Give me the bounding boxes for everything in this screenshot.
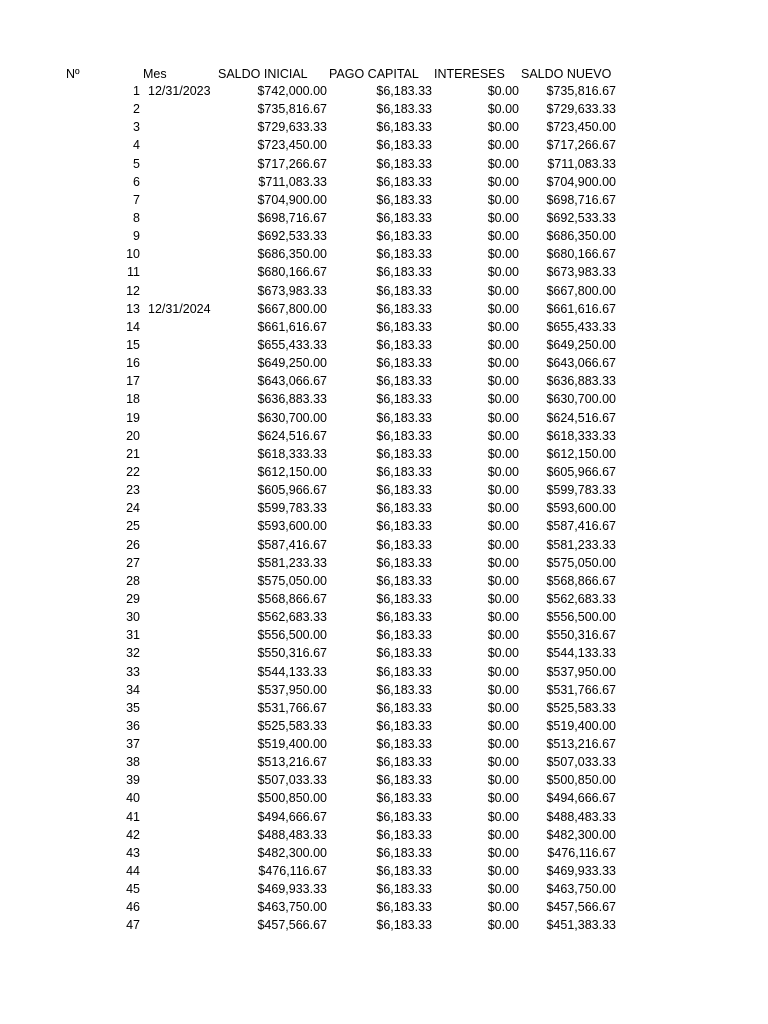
cell-pago-capital: $6,183.33: [376, 356, 432, 371]
table-row: [0, 301, 768, 319]
cell-saldo-nuevo: $729,633.33: [546, 102, 616, 117]
table-row: [0, 101, 768, 119]
cell-pago-capital: $6,183.33: [376, 428, 432, 443]
cell-saldo-nuevo: $476,116.67: [547, 845, 616, 860]
cell-pago-capital: $6,183.33: [376, 229, 432, 244]
cell-pago-capital: $6,183.33: [376, 464, 432, 479]
cell-intereses: $0.00: [487, 410, 519, 425]
cell-no: 8: [133, 210, 140, 225]
table-row: [0, 790, 768, 808]
cell-saldo-inicial: $482,300.00: [257, 845, 327, 860]
cell-pago-capital: $6,183.33: [376, 628, 432, 643]
cell-intereses: $0.00: [487, 247, 519, 262]
cell-intereses: $0.00: [487, 501, 519, 516]
cell-pago-capital: $6,183.33: [376, 555, 432, 570]
cell-intereses: $0.00: [487, 464, 519, 479]
cell-no: 4: [133, 138, 140, 153]
cell-no: 11: [127, 265, 140, 280]
cell-saldo-inicial: $729,633.33: [257, 120, 327, 135]
cell-saldo-inicial: $513,216.67: [257, 755, 327, 770]
cell-saldo-inicial: $488,483.33: [257, 827, 327, 842]
cell-intereses: $0.00: [487, 120, 519, 135]
cell-no: 3: [133, 120, 140, 135]
cell-saldo-inicial: $698,716.67: [257, 210, 327, 225]
cell-intereses: $0.00: [487, 319, 519, 334]
cell-saldo-inicial: $704,900.00: [257, 192, 327, 207]
cell-saldo-inicial: $667,800.00: [257, 301, 327, 316]
cell-no: 24: [126, 501, 140, 516]
cell-pago-capital: $6,183.33: [376, 591, 432, 606]
cell-saldo-nuevo: $612,150.00: [546, 446, 616, 461]
cell-pago-capital: $6,183.33: [376, 827, 432, 842]
cell-pago-capital: $6,183.33: [376, 247, 432, 262]
cell-no: 12: [126, 283, 140, 298]
cell-pago-capital: $6,183.33: [376, 265, 432, 280]
table-row: [0, 645, 768, 663]
cell-pago-capital: $6,183.33: [376, 138, 432, 153]
table-header-row: [0, 66, 768, 83]
cell-intereses: $0.00: [487, 174, 519, 189]
cell-saldo-inicial: $673,983.33: [257, 283, 327, 298]
cell-no: 15: [126, 337, 140, 352]
cell-saldo-inicial: $680,166.67: [257, 265, 327, 280]
cell-no: 26: [126, 537, 140, 552]
cell-intereses: $0.00: [487, 156, 519, 171]
cell-saldo-inicial: $599,783.33: [257, 501, 327, 516]
cell-saldo-inicial: $519,400.00: [257, 737, 327, 752]
cell-intereses: $0.00: [487, 138, 519, 153]
cell-saldo-inicial: $624,516.67: [257, 428, 327, 443]
cell-pago-capital: $6,183.33: [376, 84, 432, 98]
table-row: [0, 192, 768, 210]
cell-saldo-nuevo: $457,566.67: [546, 900, 616, 915]
cell-saldo-nuevo: $537,950.00: [546, 664, 616, 679]
cell-pago-capital: $6,183.33: [376, 156, 432, 171]
cell-no: 23: [126, 483, 140, 498]
cell-pago-capital: $6,183.33: [376, 319, 432, 334]
cell-saldo-inicial: $593,600.00: [257, 519, 327, 534]
cell-saldo-nuevo: $587,416.67: [546, 519, 616, 534]
cell-intereses: $0.00: [487, 718, 519, 733]
table-row: [0, 555, 768, 573]
cell-intereses: $0.00: [487, 646, 519, 661]
cell-saldo-nuevo: $593,600.00: [546, 501, 616, 516]
cell-pago-capital: $6,183.33: [376, 682, 432, 697]
cell-saldo-inicial: $636,883.33: [257, 392, 327, 407]
cell-intereses: $0.00: [487, 374, 519, 389]
cell-pago-capital: $6,183.33: [376, 864, 432, 879]
cell-no: 18: [126, 392, 140, 407]
cell-saldo-inicial: $531,766.67: [257, 700, 327, 715]
cell-saldo-inicial: $463,750.00: [257, 900, 327, 915]
table-row: [0, 337, 768, 355]
table-row: [0, 283, 768, 301]
cell-pago-capital: $6,183.33: [376, 700, 432, 715]
cell-pago-capital: $6,183.33: [376, 755, 432, 770]
cell-pago-capital: $6,183.33: [376, 718, 432, 733]
cell-saldo-nuevo: $717,266.67: [546, 138, 616, 153]
header-saldo-nuevo: SALDO NUEVO: [521, 67, 612, 81]
table-row: [0, 609, 768, 627]
table-row: [0, 83, 768, 101]
cell-saldo-nuevo: $649,250.00: [546, 337, 616, 352]
cell-intereses: $0.00: [487, 519, 519, 534]
cell-intereses: $0.00: [487, 192, 519, 207]
table-row: [0, 446, 768, 464]
cell-saldo-nuevo: $482,300.00: [546, 827, 616, 842]
cell-saldo-nuevo: $531,766.67: [546, 682, 616, 697]
table-row: [0, 500, 768, 518]
cell-saldo-nuevo: $605,966.67: [546, 464, 616, 479]
cell-saldo-nuevo: $488,483.33: [546, 809, 616, 824]
cell-saldo-inicial: $507,033.33: [257, 773, 327, 788]
table-row: [0, 772, 768, 790]
cell-saldo-nuevo: $655,433.33: [546, 319, 616, 334]
table-row: [0, 373, 768, 391]
cell-pago-capital: $6,183.33: [376, 483, 432, 498]
cell-saldo-inicial: $735,816.67: [257, 102, 327, 117]
cell-saldo-inicial: $457,566.67: [257, 918, 327, 933]
cell-intereses: $0.00: [487, 900, 519, 915]
cell-pago-capital: $6,183.33: [376, 174, 432, 189]
cell-no: 1: [133, 84, 140, 98]
cell-intereses: $0.00: [487, 737, 519, 752]
table-body: [0, 83, 768, 936]
cell-intereses: $0.00: [487, 210, 519, 225]
cell-saldo-nuevo: $500,850.00: [546, 773, 616, 788]
cell-pago-capital: $6,183.33: [376, 900, 432, 915]
cell-saldo-nuevo: $711,083.33: [547, 156, 616, 171]
cell-no: 13: [126, 301, 140, 316]
cell-intereses: $0.00: [487, 537, 519, 552]
table-row: [0, 845, 768, 863]
cell-no: 9: [133, 229, 140, 244]
cell-pago-capital: $6,183.33: [376, 791, 432, 806]
cell-no: 22: [126, 464, 140, 479]
cell-no: 37: [126, 737, 140, 752]
cell-no: 29: [126, 591, 140, 606]
cell-saldo-inicial: $476,116.67: [258, 864, 327, 879]
table-row: [0, 174, 768, 192]
cell-pago-capital: $6,183.33: [376, 882, 432, 897]
cell-saldo-inicial: $587,416.67: [257, 537, 327, 552]
cell-no: 41: [126, 809, 140, 824]
cell-intereses: $0.00: [487, 591, 519, 606]
cell-intereses: $0.00: [487, 356, 519, 371]
cell-no: 42: [126, 827, 140, 842]
table-row: [0, 754, 768, 772]
cell-no: 21: [126, 446, 140, 461]
table-row: [0, 627, 768, 645]
cell-saldo-nuevo: $673,983.33: [546, 265, 616, 280]
cell-intereses: $0.00: [487, 573, 519, 588]
cell-pago-capital: $6,183.33: [376, 392, 432, 407]
cell-pago-capital: $6,183.33: [376, 610, 432, 625]
cell-mes: 12/31/2024: [148, 301, 211, 316]
cell-intereses: $0.00: [487, 610, 519, 625]
cell-saldo-nuevo: $544,133.33: [546, 646, 616, 661]
cell-pago-capital: $6,183.33: [376, 664, 432, 679]
amortization-table: [0, 66, 768, 936]
cell-pago-capital: $6,183.33: [376, 210, 432, 225]
header-mes: Mes: [143, 67, 167, 81]
cell-no: 44: [126, 864, 140, 879]
cell-saldo-nuevo: $568,866.67: [546, 573, 616, 588]
cell-saldo-inicial: $605,966.67: [257, 483, 327, 498]
header-intereses: INTERESES: [434, 67, 505, 81]
cell-pago-capital: $6,183.33: [376, 301, 432, 316]
cell-saldo-nuevo: $735,816.67: [546, 84, 616, 98]
table-row: [0, 246, 768, 264]
cell-pago-capital: $6,183.33: [376, 192, 432, 207]
cell-intereses: $0.00: [487, 446, 519, 461]
cell-saldo-nuevo: $575,050.00: [546, 555, 616, 570]
cell-intereses: $0.00: [487, 809, 519, 824]
cell-intereses: $0.00: [487, 229, 519, 244]
cell-saldo-inicial: $500,850.00: [257, 791, 327, 806]
table-row: [0, 391, 768, 409]
table-row: [0, 482, 768, 500]
cell-pago-capital: $6,183.33: [376, 102, 432, 117]
cell-intereses: $0.00: [487, 773, 519, 788]
cell-saldo-inicial: $612,150.00: [257, 464, 327, 479]
cell-saldo-nuevo: $556,500.00: [546, 610, 616, 625]
cell-no: 39: [126, 773, 140, 788]
table-row: [0, 881, 768, 899]
table-row: [0, 718, 768, 736]
cell-saldo-nuevo: $463,750.00: [546, 882, 616, 897]
cell-intereses: $0.00: [487, 845, 519, 860]
cell-saldo-inicial: $643,066.67: [257, 374, 327, 389]
cell-saldo-nuevo: $624,516.67: [546, 410, 616, 425]
cell-no: 38: [126, 755, 140, 770]
cell-saldo-nuevo: $599,783.33: [546, 483, 616, 498]
cell-intereses: $0.00: [487, 301, 519, 316]
cell-intereses: $0.00: [487, 827, 519, 842]
cell-intereses: $0.00: [487, 700, 519, 715]
cell-saldo-nuevo: $680,166.67: [546, 247, 616, 262]
cell-no: 25: [126, 519, 140, 534]
cell-intereses: $0.00: [487, 483, 519, 498]
cell-saldo-nuevo: $507,033.33: [546, 755, 616, 770]
header-no: Nº: [66, 67, 80, 81]
cell-no: 7: [133, 192, 140, 207]
cell-no: 47: [126, 918, 140, 933]
cell-saldo-inicial: $556,500.00: [257, 628, 327, 643]
cell-intereses: $0.00: [487, 102, 519, 117]
table-row: [0, 917, 768, 935]
table-row: [0, 809, 768, 827]
table-row: [0, 682, 768, 700]
cell-intereses: $0.00: [487, 283, 519, 298]
table-row: [0, 827, 768, 845]
cell-saldo-inicial: $661,616.67: [257, 319, 327, 334]
table-row: [0, 410, 768, 428]
cell-saldo-nuevo: $630,700.00: [546, 392, 616, 407]
table-row: [0, 573, 768, 591]
cell-pago-capital: $6,183.33: [376, 519, 432, 534]
cell-intereses: $0.00: [487, 84, 519, 98]
cell-pago-capital: $6,183.33: [376, 773, 432, 788]
cell-no: 19: [126, 410, 140, 425]
table-row: [0, 537, 768, 555]
cell-no: 14: [126, 319, 140, 334]
cell-no: 10: [126, 247, 140, 262]
table-row: [0, 591, 768, 609]
cell-no: 20: [126, 428, 140, 443]
cell-saldo-inicial: $575,050.00: [257, 573, 327, 588]
header-saldo-inicial: SALDO INICIAL: [218, 67, 308, 81]
cell-pago-capital: $6,183.33: [376, 283, 432, 298]
cell-pago-capital: $6,183.33: [376, 573, 432, 588]
cell-no: 40: [126, 791, 140, 806]
cell-saldo-inicial: $649,250.00: [257, 356, 327, 371]
table-row: [0, 156, 768, 174]
cell-saldo-inicial: $717,266.67: [257, 156, 327, 171]
cell-saldo-inicial: $568,866.67: [257, 591, 327, 606]
cell-saldo-nuevo: $451,383.33: [546, 918, 616, 933]
table-row: [0, 228, 768, 246]
cell-pago-capital: $6,183.33: [376, 337, 432, 352]
cell-saldo-inicial: $692,533.33: [257, 229, 327, 244]
cell-saldo-inicial: $550,316.67: [257, 646, 327, 661]
table-row: [0, 863, 768, 881]
cell-no: 2: [133, 102, 140, 117]
cell-no: 30: [126, 610, 140, 625]
table-row: [0, 319, 768, 337]
cell-intereses: $0.00: [487, 392, 519, 407]
cell-intereses: $0.00: [487, 682, 519, 697]
cell-no: 16: [126, 356, 140, 371]
cell-saldo-nuevo: $698,716.67: [546, 192, 616, 207]
cell-saldo-inicial: $711,083.33: [258, 174, 327, 189]
cell-pago-capital: $6,183.33: [376, 410, 432, 425]
cell-saldo-nuevo: $494,666.67: [546, 791, 616, 806]
cell-no: 46: [126, 900, 140, 915]
cell-saldo-nuevo: $550,316.67: [546, 628, 616, 643]
cell-no: 45: [126, 882, 140, 897]
cell-intereses: $0.00: [487, 864, 519, 879]
table-row: [0, 736, 768, 754]
cell-no: 33: [126, 664, 140, 679]
cell-saldo-nuevo: $581,233.33: [546, 537, 616, 552]
cell-saldo-inicial: $581,233.33: [257, 555, 327, 570]
header-pago-capital: PAGO CAPITAL: [329, 67, 419, 81]
table-row: [0, 119, 768, 137]
cell-saldo-nuevo: $686,350.00: [546, 229, 616, 244]
cell-saldo-inicial: $630,700.00: [257, 410, 327, 425]
table-row: [0, 899, 768, 917]
cell-saldo-nuevo: $519,400.00: [546, 718, 616, 733]
cell-saldo-inicial: $562,683.33: [257, 610, 327, 625]
cell-pago-capital: $6,183.33: [376, 120, 432, 135]
cell-saldo-inicial: $494,666.67: [257, 809, 327, 824]
cell-saldo-nuevo: $661,616.67: [546, 301, 616, 316]
cell-no: 43: [126, 845, 140, 860]
table-row: [0, 264, 768, 282]
cell-saldo-nuevo: $692,533.33: [546, 210, 616, 225]
cell-saldo-inicial: $686,350.00: [257, 247, 327, 262]
cell-saldo-inicial: $544,133.33: [257, 664, 327, 679]
table-row: [0, 137, 768, 155]
table-row: [0, 355, 768, 373]
cell-no: 6: [133, 174, 140, 189]
cell-no: 5: [133, 156, 140, 171]
cell-saldo-nuevo: $525,583.33: [546, 700, 616, 715]
cell-saldo-inicial: $537,950.00: [257, 682, 327, 697]
cell-intereses: $0.00: [487, 882, 519, 897]
cell-pago-capital: $6,183.33: [376, 737, 432, 752]
table-row: [0, 428, 768, 446]
cell-no: 36: [126, 718, 140, 733]
cell-saldo-inicial: $655,433.33: [257, 337, 327, 352]
cell-pago-capital: $6,183.33: [376, 446, 432, 461]
cell-no: 31: [126, 628, 140, 643]
table-row: [0, 464, 768, 482]
cell-intereses: $0.00: [487, 918, 519, 933]
cell-pago-capital: $6,183.33: [376, 501, 432, 516]
cell-intereses: $0.00: [487, 337, 519, 352]
cell-no: 35: [126, 700, 140, 715]
cell-intereses: $0.00: [487, 664, 519, 679]
table-row: [0, 210, 768, 228]
cell-saldo-nuevo: $513,216.67: [546, 737, 616, 752]
cell-no: 34: [126, 682, 140, 697]
cell-intereses: $0.00: [487, 265, 519, 280]
cell-saldo-inicial: $525,583.33: [257, 718, 327, 733]
cell-saldo-inicial: $618,333.33: [257, 446, 327, 461]
cell-pago-capital: $6,183.33: [376, 374, 432, 389]
cell-intereses: $0.00: [487, 555, 519, 570]
table-row: [0, 664, 768, 682]
cell-saldo-nuevo: $636,883.33: [546, 374, 616, 389]
cell-saldo-nuevo: $643,066.67: [546, 356, 616, 371]
cell-saldo-inicial: $742,000.00: [257, 84, 327, 98]
cell-pago-capital: $6,183.33: [376, 537, 432, 552]
cell-saldo-nuevo: $469,933.33: [546, 864, 616, 879]
cell-no: 27: [126, 555, 140, 570]
cell-saldo-nuevo: $704,900.00: [546, 174, 616, 189]
cell-saldo-nuevo: $667,800.00: [546, 283, 616, 298]
cell-saldo-nuevo: $723,450.00: [546, 120, 616, 135]
cell-no: 17: [126, 374, 140, 389]
cell-intereses: $0.00: [487, 428, 519, 443]
cell-pago-capital: $6,183.33: [376, 845, 432, 860]
cell-saldo-nuevo: $562,683.33: [546, 591, 616, 606]
table-row: [0, 700, 768, 718]
cell-pago-capital: $6,183.33: [376, 918, 432, 933]
cell-no: 32: [126, 646, 140, 661]
cell-saldo-nuevo: $618,333.33: [546, 428, 616, 443]
table-row: [0, 518, 768, 536]
cell-saldo-inicial: $469,933.33: [257, 882, 327, 897]
cell-intereses: $0.00: [487, 628, 519, 643]
cell-mes: 12/31/2023: [148, 84, 211, 98]
cell-no: 28: [126, 573, 140, 588]
cell-saldo-inicial: $723,450.00: [257, 138, 327, 153]
cell-pago-capital: $6,183.33: [376, 809, 432, 824]
cell-intereses: $0.00: [487, 755, 519, 770]
cell-pago-capital: $6,183.33: [376, 646, 432, 661]
cell-intereses: $0.00: [487, 791, 519, 806]
